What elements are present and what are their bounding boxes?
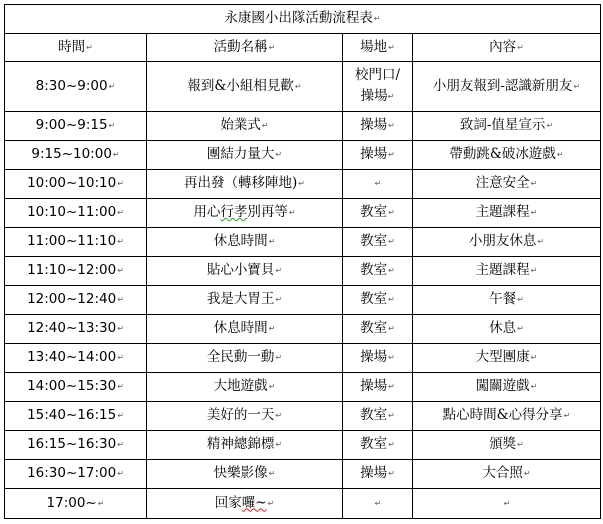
venue-cell: 教室↵ <box>343 199 413 228</box>
content-cell: 休息↵ <box>413 315 601 344</box>
venue-cell: 操場↵ <box>343 373 413 402</box>
table-row <box>5 431 601 460</box>
time-cell: 11:00~11:10↵ <box>5 228 147 257</box>
content-cell: 注意安全↵ <box>413 170 601 199</box>
venue-cell: 教室↵ <box>343 402 413 431</box>
venue-cell: 教室↵ <box>343 286 413 315</box>
time-cell: 10:10~11:00↵ <box>5 199 147 228</box>
grammar-underline: 行孝 <box>220 204 248 220</box>
activity-cell: 團結力量大↵ <box>147 141 343 170</box>
activity-cell: 美好的一天↵ <box>147 402 343 431</box>
header-time: 時間↵ <box>5 34 147 62</box>
activity-cell: 快樂影像↵ <box>147 460 343 489</box>
spelling-underline: 囉~ <box>241 494 267 511</box>
table-row <box>5 112 601 141</box>
time-cell: 10:00~10:10↵ <box>5 170 147 199</box>
content-cell: 帶動跳&破冰遊戲↵ <box>413 141 601 170</box>
content-cell: 午餐↵ <box>413 286 601 315</box>
venue-cell: ↵ <box>343 489 413 519</box>
content-cell: 小朋友報到-認識新朋友↵ <box>413 62 601 112</box>
time-cell: 16:30~17:00↵ <box>5 460 147 489</box>
schedule-table <box>4 4 601 519</box>
venue-cell: 操場↵ <box>343 344 413 373</box>
venue-cell: 教室↵ <box>343 315 413 344</box>
activity-cell: 大地遊戲↵ <box>147 373 343 402</box>
activity-cell: 始業式↵ <box>147 112 343 141</box>
content-cell: 主題課程↵ <box>413 257 601 286</box>
time-cell: 17:00~↵ <box>5 489 147 519</box>
activity-cell: 全民動一動↵ <box>147 344 343 373</box>
time-cell: 13:40~14:00↵ <box>5 344 147 373</box>
activity-cell: 精神總錦標↵ <box>147 431 343 460</box>
table-row <box>5 286 601 315</box>
content-cell: 小朋友休息↵ <box>413 228 601 257</box>
activity-cell: 再出發（轉移陣地)↵ <box>147 170 343 199</box>
header-activity: 活動名稱↵ <box>147 34 343 62</box>
table-row <box>5 489 601 519</box>
venue-cell: 操場↵ <box>343 112 413 141</box>
table-title: 永康國小出隊活動流程表↵ <box>5 5 601 34</box>
content-cell: ↵ <box>413 489 601 519</box>
venue-cell: 教室↵ <box>343 431 413 460</box>
content-cell: 大合照↵ <box>413 460 601 489</box>
time-cell: 9:15~10:00↵ <box>5 141 147 170</box>
table-row <box>5 402 601 431</box>
content-cell: 致詞-值星宣示↵ <box>413 112 601 141</box>
header-venue: 場地↵ <box>343 34 413 62</box>
content-cell: 點心時間&心得分享↵ <box>413 402 601 431</box>
venue-cell: 校門口/ 操場↵ <box>343 62 413 112</box>
time-cell: 8:30~9:00↵ <box>5 62 147 112</box>
content-cell: 主題課程↵ <box>413 199 601 228</box>
time-cell: 11:10~12:00↵ <box>5 257 147 286</box>
content-cell: 闖關遊戲↵ <box>413 373 601 402</box>
venue-cell: ↵ <box>343 170 413 199</box>
venue-cell: 教室↵ <box>343 257 413 286</box>
venue-cell: 操場↵ <box>343 141 413 170</box>
content-cell: 頒獎↵ <box>413 431 601 460</box>
venue-cell: 教室↵ <box>343 228 413 257</box>
header-content: 內容↵ <box>413 34 601 62</box>
time-cell: 16:15~16:30↵ <box>5 431 147 460</box>
time-cell: 12:00~12:40↵ <box>5 286 147 315</box>
activity-cell: 我是大胃王↵ <box>147 286 343 315</box>
time-cell: 14:00~15:30↵ <box>5 373 147 402</box>
title-row <box>5 5 601 34</box>
content-cell: 大型團康↵ <box>413 344 601 373</box>
table-row <box>5 199 601 228</box>
activity-cell: 貼心小寶貝↵ <box>147 257 343 286</box>
table-row <box>5 62 601 112</box>
activity-cell: 休息時間↵ <box>147 315 343 344</box>
header-row <box>5 34 601 62</box>
table-row <box>5 373 601 402</box>
table-row <box>5 170 601 199</box>
table-row <box>5 315 601 344</box>
activity-cell: 報到&小組相見歡↵ <box>147 62 343 112</box>
activity-cell: 回家囉~↵ <box>147 489 343 519</box>
table-row <box>5 228 601 257</box>
time-cell: 9:00~9:15↵ <box>5 112 147 141</box>
table-row <box>5 257 601 286</box>
time-cell: 15:40~16:15↵ <box>5 402 147 431</box>
paragraph-mark: ↵ <box>373 14 381 23</box>
table-row <box>5 460 601 489</box>
table-row <box>5 141 601 170</box>
table-row <box>5 344 601 373</box>
activity-cell: 用心行孝別再等↵ <box>147 199 343 228</box>
activity-cell: 休息時間↵ <box>147 228 343 257</box>
venue-cell: 操場↵ <box>343 460 413 489</box>
time-cell: 12:40~13:30↵ <box>5 315 147 344</box>
